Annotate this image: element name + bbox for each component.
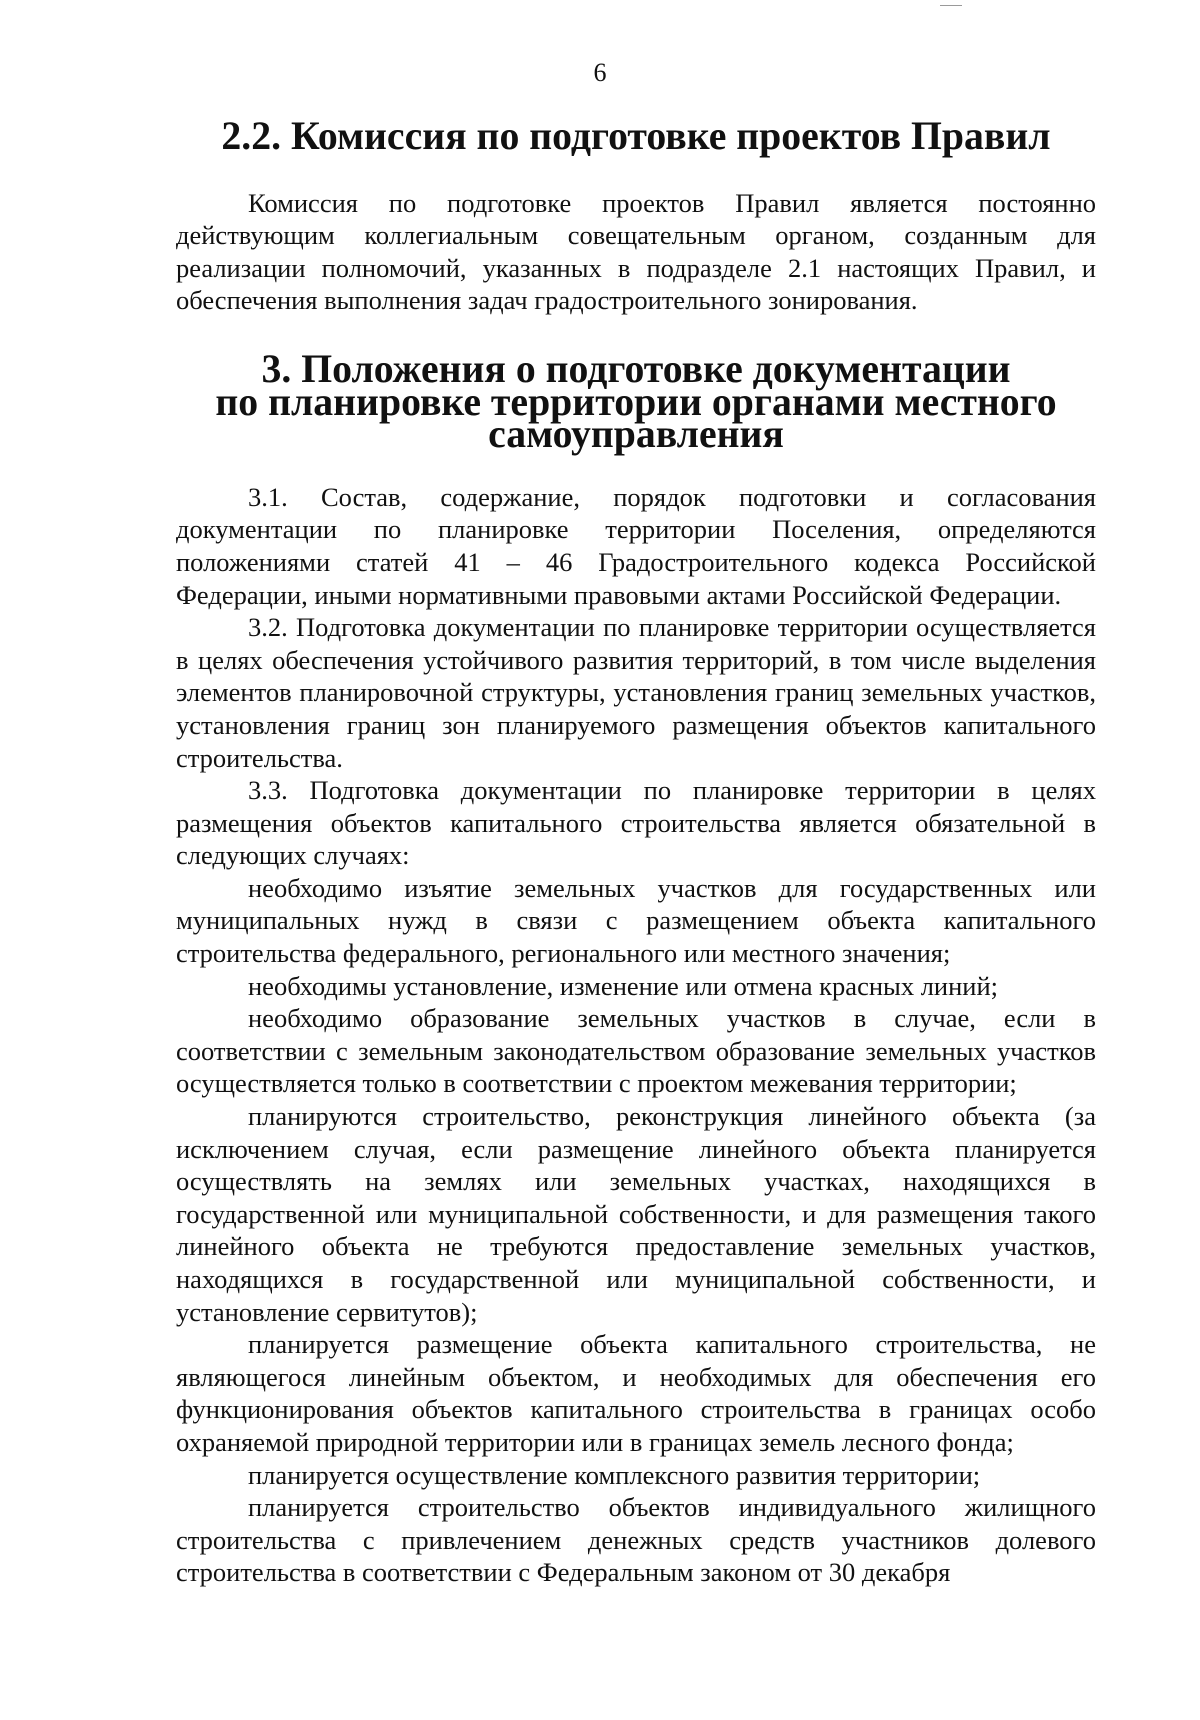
section-3-heading: [176, 346, 1096, 457]
paragraph-3-1: 3.1. Состав, содержание, порядок подготовки и согласования документации по планировке территории Поселения, определяются положениями статей 41 – 46 Градостроительного кодекса Российской Федерации, иными нормативными правовыми актами Российской Федерации.: [176, 481, 1096, 610]
list-item-complex-development: планируется осуществление комплексного развития территории;: [248, 1459, 981, 1490]
list-item-land-formation: необходимо образование земельных участков в случае, если в соответствии с земельным законодательством образование земельных участков осуществляется только в соответствии с проектом межевания территории;: [176, 1003, 1096, 1099]
document-body: [176, 114, 1096, 1589]
section-2-2-paragraph: Комиссия по подготовке проектов Правил является постоянно действующим коллегиальным совещательным органом, созданным для реализации полномочий, указанных в подразделе 2.1 настоящих Правил, и обеспечения выполнения задач градостроительного зонирования.: [176, 187, 1096, 316]
section-3-heading-line-2: по планировке территории органами местного самоуправления: [215, 379, 1057, 457]
list-item-linear-object: планируются строительство, реконструкция линейного объекта (за исключением случая, если размещение линейного объекта планируется осуществлять на землях или земельных участках, находящихся в государственной или муниципальной собственности, и для размещения такого линейного объекта не требуются предоставление земельных участков, находящихся в государственной или муниципальной собственности, и установление сервитутов);: [176, 1101, 1096, 1327]
section-2-2-heading-text: 2.2. Комиссия по подготовке проектов Правил: [221, 114, 1051, 158]
section-2-2-heading: [176, 114, 1096, 158]
paragraph-3-3: 3.3. Подготовка документации по планировке территории в целях размещения объектов капитального строительства является обязательной в следующих случаях:: [176, 775, 1096, 871]
list-item-land-seizure: необходимо изъятие земельных участков для государственных или муниципальных нужд в связи с размещением объекта капитального строительства федерального, регионального или местного значения;: [176, 872, 1096, 969]
paragraph-3-2: 3.2. Подготовка документации по планировке территории осуществляется в целях обеспечения устойчивого развития территорий, в том числе выделения элементов планировочной структуры, установления границ земельных участков, установления границ зон планируемого размещения объектов капитального строительства.: [176, 612, 1096, 773]
section-3-heading-line-1: 3. Положения о подготовке документации: [261, 346, 1011, 391]
page-number: 6: [593, 58, 607, 87]
list-item-red-lines: необходимы установление, изменение или отмена красных линий;: [248, 970, 999, 1001]
scan-artifact-mark: [940, 5, 962, 6]
list-item-individual-housing: планируется строительство объектов индивидуального жилищного строительства с привлечением денежных средств участников долевого строительства в соответствии с Федеральным законом от 30 декабря: [176, 1492, 1096, 1588]
list-item-protected-territory: планируется размещение объекта капитального строительства, не являющегося линейным объектом, и необходимых для обеспечения его функционирования объектов капитального строительства в границах особо охраняемой природной территории или в границах земель лесного фонда;: [176, 1329, 1096, 1457]
